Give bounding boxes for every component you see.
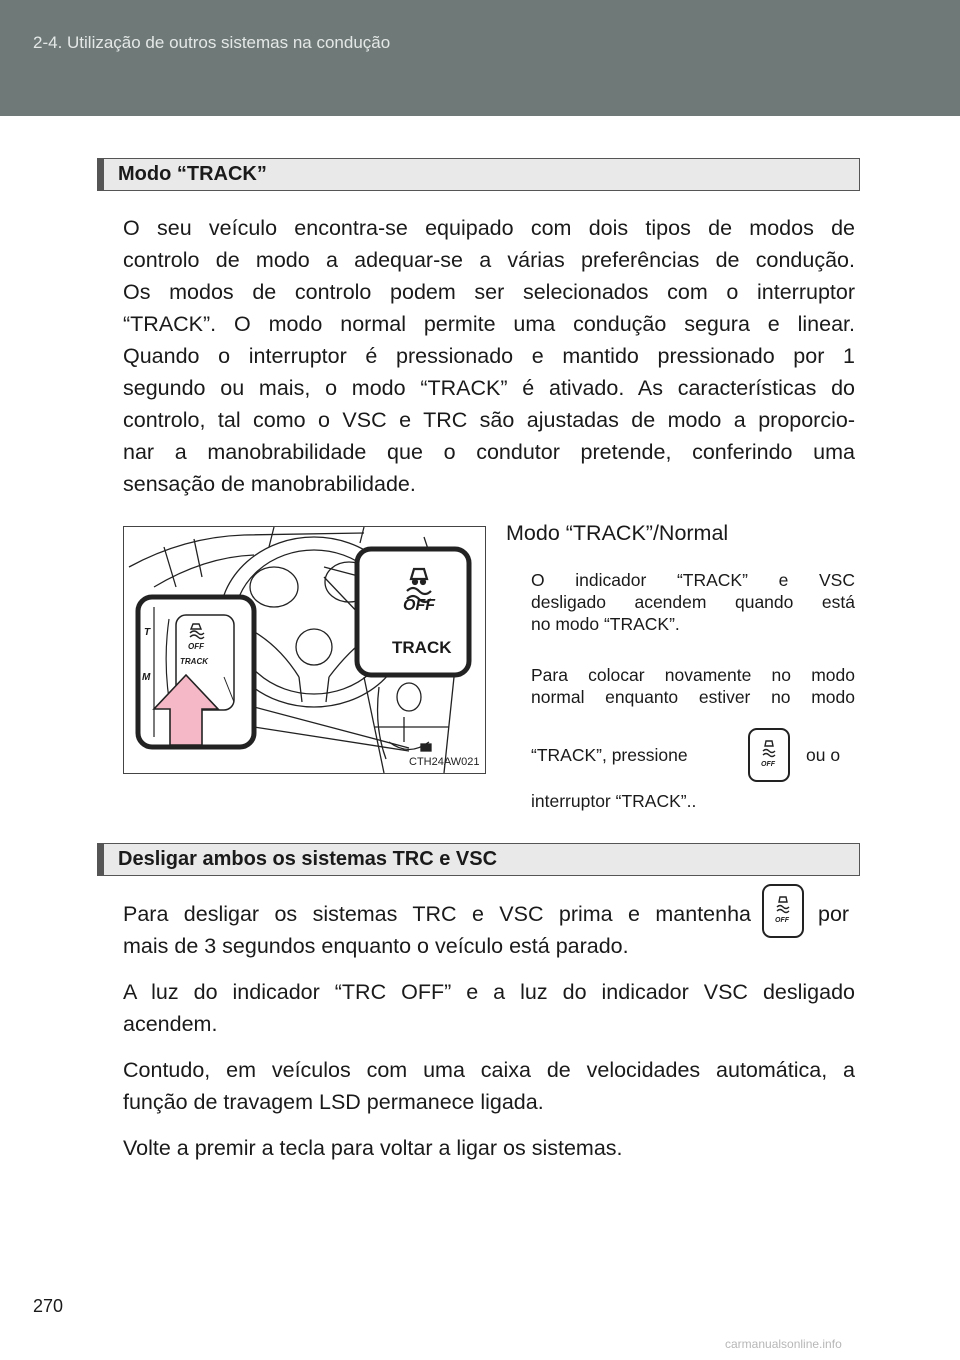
trc-vsc-instruction-por: por xyxy=(818,902,850,926)
reactivate-paragraph: Volte a premir a tecla para voltar a ligar os sistemas. xyxy=(123,1136,623,1160)
section-heading-label: Modo “TRACK” xyxy=(118,163,267,185)
button-off-text: OFF xyxy=(761,761,775,768)
text-line: controlo, tal como o VSC e TRC são ajustadas de modo a proporcio- xyxy=(123,408,855,432)
section-heading-track-mode xyxy=(97,158,860,191)
text-line: O indicador “TRACK” e VSC xyxy=(531,570,855,590)
heading-accent xyxy=(98,159,104,190)
heading-accent xyxy=(98,844,104,875)
lever-t-label: T xyxy=(144,627,151,638)
small-off-label: OFF xyxy=(188,642,204,651)
header-section-title: 2-4. Utilização de outros sistemas na condução xyxy=(33,33,391,52)
vsc-off-button-icon xyxy=(747,727,791,783)
indicator-paragraph xyxy=(123,976,855,1040)
watermark: carmanualsonline.info xyxy=(725,1337,842,1351)
button-off-text: OFF xyxy=(775,917,789,924)
section-heading-label: Desligar ambos os sistemas TRC e VSC xyxy=(118,848,498,870)
text-line: A luz do indicador “TRC OFF” e a luz do indicador VSC desligado xyxy=(123,980,855,1004)
side-last-line: interruptor “TRACK”.. xyxy=(531,791,697,811)
small-track-label: TRACK xyxy=(180,657,208,666)
trc-vsc-instruction-line2: mais de 3 segundos enquanto o veículo está parado. xyxy=(123,934,629,958)
side-press-or-text: ou o xyxy=(806,745,841,765)
text-line: Quando o interruptor é pressionado e mantido pressionado por 1 xyxy=(123,344,855,368)
trc-vsc-instruction-line1: Para desligar os sistemas TRC e VSC prima e mantenha xyxy=(123,902,751,926)
side-title: Modo “TRACK”/Normal xyxy=(506,521,729,545)
lsd-paragraph xyxy=(123,1054,855,1118)
switch-closeup-panel xyxy=(138,597,254,747)
page-number: 270 xyxy=(33,1296,64,1316)
text-line: Os modos de controlo podem ser selecionados com o interruptor xyxy=(123,280,855,304)
text-line: função de travagem LSD permanece ligada. xyxy=(123,1090,544,1114)
section-heading-trc-vsc-off xyxy=(97,843,860,876)
text-line: Para colocar novamente no modo xyxy=(531,665,855,685)
closeup-track-label: TRACK xyxy=(392,638,452,657)
text-line: desligado acendem quando está xyxy=(531,592,855,612)
side-paragraph-return xyxy=(531,664,855,708)
track-switch-illustration xyxy=(123,526,486,774)
vsc-off-button-icon xyxy=(761,883,805,939)
text-line: nar a manobrabilidade que o condutor pretende, conferindo uma xyxy=(123,440,855,464)
text-line: sensação de manobrabilidade. xyxy=(123,472,416,496)
text-line: “TRACK”. O modo normal permite uma condução segura e linear. xyxy=(123,312,855,336)
text-line: segundo ou mais, o modo “TRACK” é ativado. As características do xyxy=(123,376,855,400)
text-line: Contudo, em veículos com uma caixa de velocidades automática, a xyxy=(123,1058,855,1082)
text-line: acendem. xyxy=(123,1012,218,1036)
side-paragraph-indicator xyxy=(531,569,855,635)
text-line: O seu veículo encontra-se equipado com dois tipos de modos de xyxy=(123,216,855,240)
text-line: normal enquanto estiver no modo xyxy=(531,687,855,707)
track-mode-intro-paragraph xyxy=(123,212,855,500)
lever-m-label: M xyxy=(142,672,151,683)
closeup-off-label: OFF xyxy=(403,597,435,614)
text-line: no modo “TRACK”. xyxy=(531,614,680,634)
figure-code: CTH24AW021 xyxy=(409,756,480,768)
page-header xyxy=(0,0,960,116)
text-line: controlo de modo a adequar-se a várias preferências de condução. xyxy=(123,248,855,272)
side-press-text: “TRACK”, pressione xyxy=(531,745,688,765)
